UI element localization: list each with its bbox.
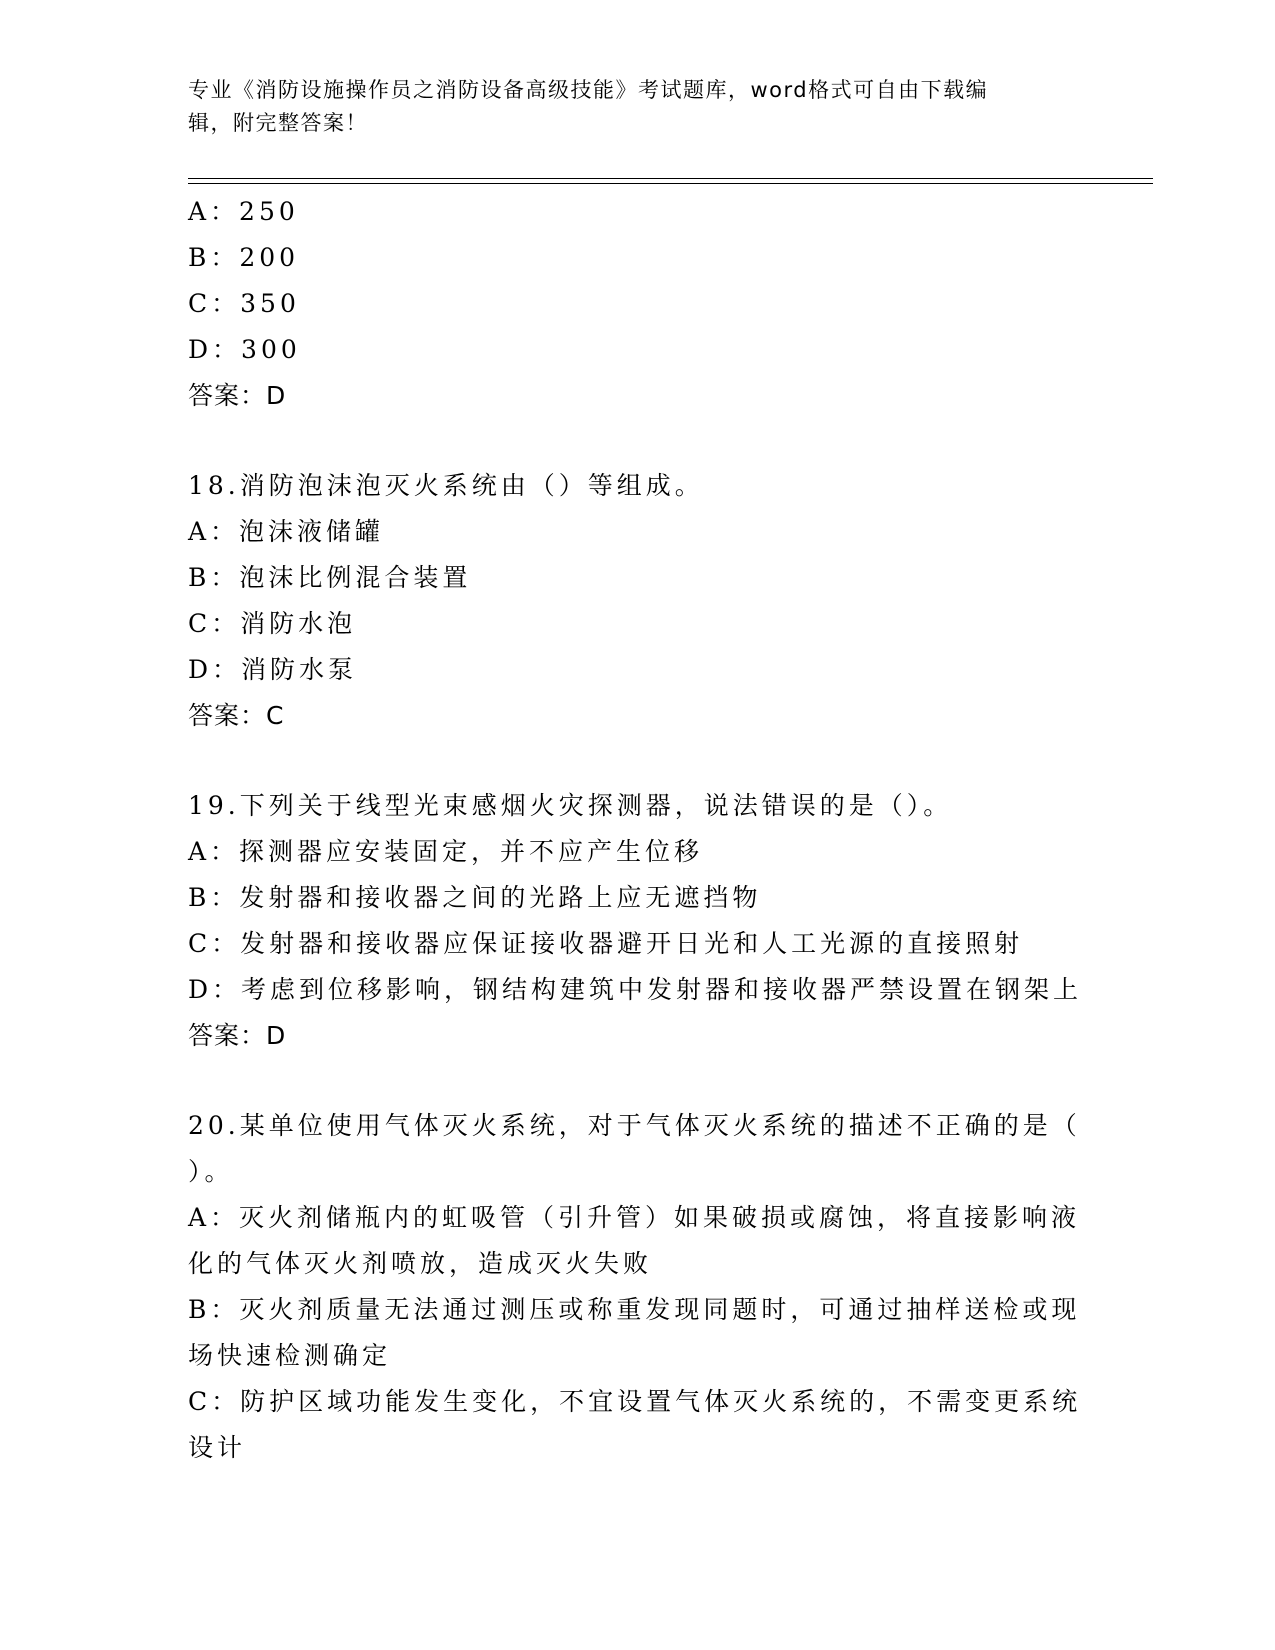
spacer [188, 739, 1088, 783]
spacer [188, 419, 1088, 463]
question-19 [188, 783, 1088, 1059]
answer: 答案：D [188, 1021, 287, 1050]
option-b: B：200 [188, 243, 300, 272]
option-b-line-2: 场快速检测确定 [188, 1341, 392, 1370]
question-18 [188, 463, 1088, 739]
option-d: D：考虑到位移影响，钢结构建筑中发射器和接收器严禁设置在钢架上 [188, 975, 1083, 1004]
question-stem-line-1: 20.某单位使用气体灭火系统，对于气体灭火系统的描述不正确的是（ [188, 1111, 1081, 1140]
option-a-line-1: A：灭火剂储瓶内的虹吸管（引升管）如果破损或腐蚀，将直接影响液 [188, 1203, 1081, 1232]
option-c-line-2: 设计 [188, 1433, 247, 1462]
header-line-1: 专业《消防设施操作员之消防设备高级技能》考试题库，word格式可自由下载编 [188, 78, 989, 102]
option-a-line-2: 化的气体灭火剂喷放，造成灭火失败 [188, 1249, 653, 1278]
option-c-line-1: C：防护区域功能发生变化，不宜设置气体灭火系统的，不需变更系统 [188, 1387, 1082, 1416]
option-a: A：泡沫液储罐 [188, 517, 385, 546]
question-stem-line-2: ）。 [188, 1157, 234, 1186]
option-b: B：发射器和接收器之间的光路上应无遮挡物 [188, 883, 762, 912]
document-header [188, 74, 1068, 140]
header-divider-top [188, 178, 1153, 179]
answer: 答案：D [188, 381, 287, 410]
option-d: D：300 [188, 335, 301, 364]
option-c: C：消防水泡 [188, 609, 357, 638]
option-b-line-1: B：灭火剂质量无法通过测压或称重发现同题时，可通过抽样送检或现 [188, 1295, 1081, 1324]
question-stem: 19.下列关于线型光束感烟火灾探测器，说法错误的是（）。 [188, 791, 953, 820]
option-a: A：250 [188, 197, 299, 226]
header-divider-bottom [188, 183, 1153, 184]
option-a: A：探测器应安装固定，并不应产生位移 [188, 837, 704, 866]
option-c: C：发射器和接收器应保证接收器避开日光和人工光源的直接照射 [188, 929, 1024, 958]
question-content [188, 189, 1088, 1471]
option-d: D：消防水泵 [188, 655, 358, 684]
option-b: B：泡沫比例混合装置 [188, 563, 472, 592]
question-20 [188, 1103, 1088, 1471]
spacer [188, 1059, 1088, 1103]
option-c: C：350 [188, 289, 300, 318]
question-stem: 18.消防泡沫泡灭火系统由（）等组成。 [188, 471, 704, 500]
answer: 答案：C [188, 701, 285, 730]
question-17 [188, 189, 1088, 419]
header-line-2: 辑，附完整答案！ [188, 111, 368, 135]
